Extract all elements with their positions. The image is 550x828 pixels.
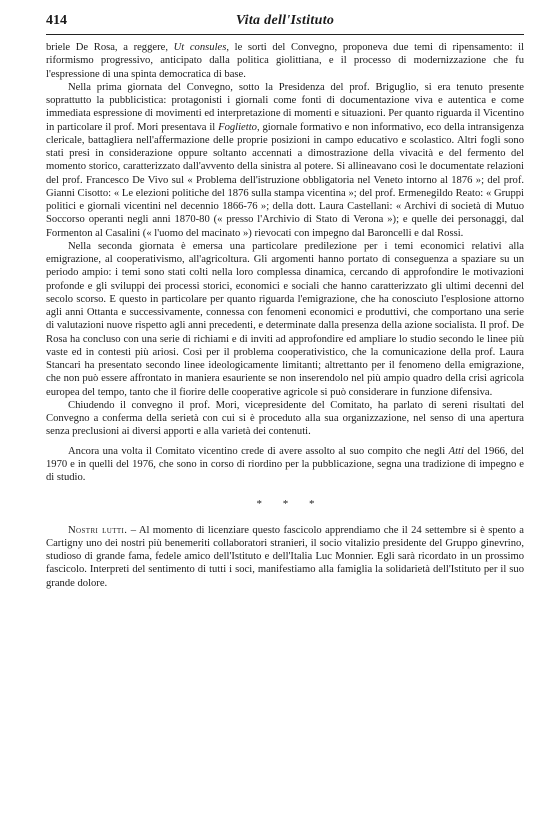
- page-number: 414: [46, 13, 67, 28]
- italic-ut-consules: Ut consules: [173, 42, 227, 53]
- paragraph-2: Nella prima giornata del Convegno, sotto la Presidenza del prof. Briguglio, si era tenuto presente soprattutto la pubblicistica: protagonisti i giornali come fonti di documentazione viva e autentica e come immediata espressione di movimenti ed interpretazione di momenti e situazioni. Per quanto riguarda il Vicentino in particolare il prof. Mori presentava il Foglietto, giornale formativo e non informativo, eco della intransigenza clericale, battagliera nell'affermazione delle proprie posizioni in campo educativo e scolastico. Altri fogli sono stati presi in considerazione oppure soltanto accennati a dimostrazione della vivacità e del fermento del momento storico, caratterizzato dall'avvento della sinistra al potere. Si allineavano così le documentate relazioni del prof. Francesco De Vivo sul « Problema dell'istruzione obbligatoria nel Veneto intorno al 1876 »; del prof. Gianni Cisotto: « Le elezioni politiche del 1876 sulla stampa vicentina »; del prof. Ermenegildo Reato: « Gruppi politici e giornali vicentini nel decennio 1866-76 »; della dott. Laura Castellani: « Archivi di società di Mutuo Soccorso operanti negli anni 1870-80 (« presso l'Archivio di Stato di Verona »); e quelle dei personaggi, dal Formenton al Casalini (« l'uomo del macinato ») rievocati con impegno dal Baroncelli e dal Rossi.: [46, 81, 524, 239]
- italic-foglietto: Foglietto: [218, 121, 257, 133]
- nostri-lutti-heading: Nostri lutti.: [68, 524, 128, 536]
- article-body: [46, 41, 524, 590]
- running-title: Vita dell'Istituto: [235, 13, 335, 28]
- nostri-lutti-paragraph: [46, 524, 524, 590]
- section-separator: * * *: [256, 498, 324, 511]
- paragraph-3: Nella seconda giornata è emersa una particolare predilezione per i temi economici relativi alla emigrazione, al cooperativismo, all'agricoltura. Gli argomenti hanno portato di conseguenza a spaziare su un periodo ampio: i temi sono stati colti nella loro complessa dinamica, cercando di approfondire le motivazioni profonde e gli sviluppi dei processi storici, economici e sociali che hanno caratterizzato gli ultimi decenni del secolo scorso. E questo in particolare per quanto riguarda l'emigrazione, che ha conosciuto l'esplosione attorno agli anni Ottanta e successivamente, connessa con fenomeni economici e produttivi, che comportano una serie di valutazioni nuove rispetto agli anni precedenti, e determinate dalla presenza della azione socialista. Il prof. De Rosa ha concluso con una serie di richiami e di inviti ad approfondire ed ampliare lo studio secondo le linee più vaste ed in contesti più ariosi. Così per il problema cooperativistico, che la comunicazione della prof. Laura Stancari ha presentato secondo linee ideologicamente limitanti; altrettanto per il fenomeno della emigrazione, che non può essere affrontato in maniera esauriente se non inserendolo nel più ampio quadro della crisi agricola europea del tempo, tanto che il fiorire delle cooperative agricole si può considerare in funzione difensiva.: [46, 240, 524, 398]
- nostri-lutti-text: – Al momento di licenziare questo fascicolo apprendiamo che il 24 settembre si è spento a Cartigny uno dei nostri più benemeriti collaboratori stranieri, il socio vitalizio presidente del Gruppo ginevrino, studioso di grande fama, fedele amico dell'Istituto e dell'Italia Luc Monnier. Egli sarà ricordato in un prossimo fascicolo. Interpreti del sentimento di tutti i soci, manifestiamo alla famiglia la solidarietà dell'Istituto per il suo grande dolore.: [46, 524, 524, 589]
- page-header: [46, 12, 524, 35]
- document-page: [46, 12, 524, 590]
- paragraph-5: Ancora una volta il Comitato vicentino crede di avere assolto al suo compito che negli Atti del 1966, del 1970 e in quelli del 1976, che sono in corso di riordino per la pubblicazione, segna una tradizione di impegno e di studio.: [46, 445, 524, 483]
- italic-atti: Atti: [448, 445, 464, 457]
- paragraph-1: briele De Rosa, a reggere, Ut consules, le sorti del Convegno, proponeva due temi di ripensamento: il riformismo progressivo, anticipato dalla politica giolittiana, e il processo di modernizzazione che fu l'espressione di una spinta democratica di base.: [46, 42, 524, 80]
- paragraph-4: Chiudendo il convegno il prof. Mori, vicepresidente del Comitato, ha parlato di sereni risultati del Convegno a conferma della serietà con cui si è proceduto alla sua organizzazione, nel senso di una apertura senza preclusioni ai diversi apporti e alla varietà dei contenuti.: [46, 399, 524, 438]
